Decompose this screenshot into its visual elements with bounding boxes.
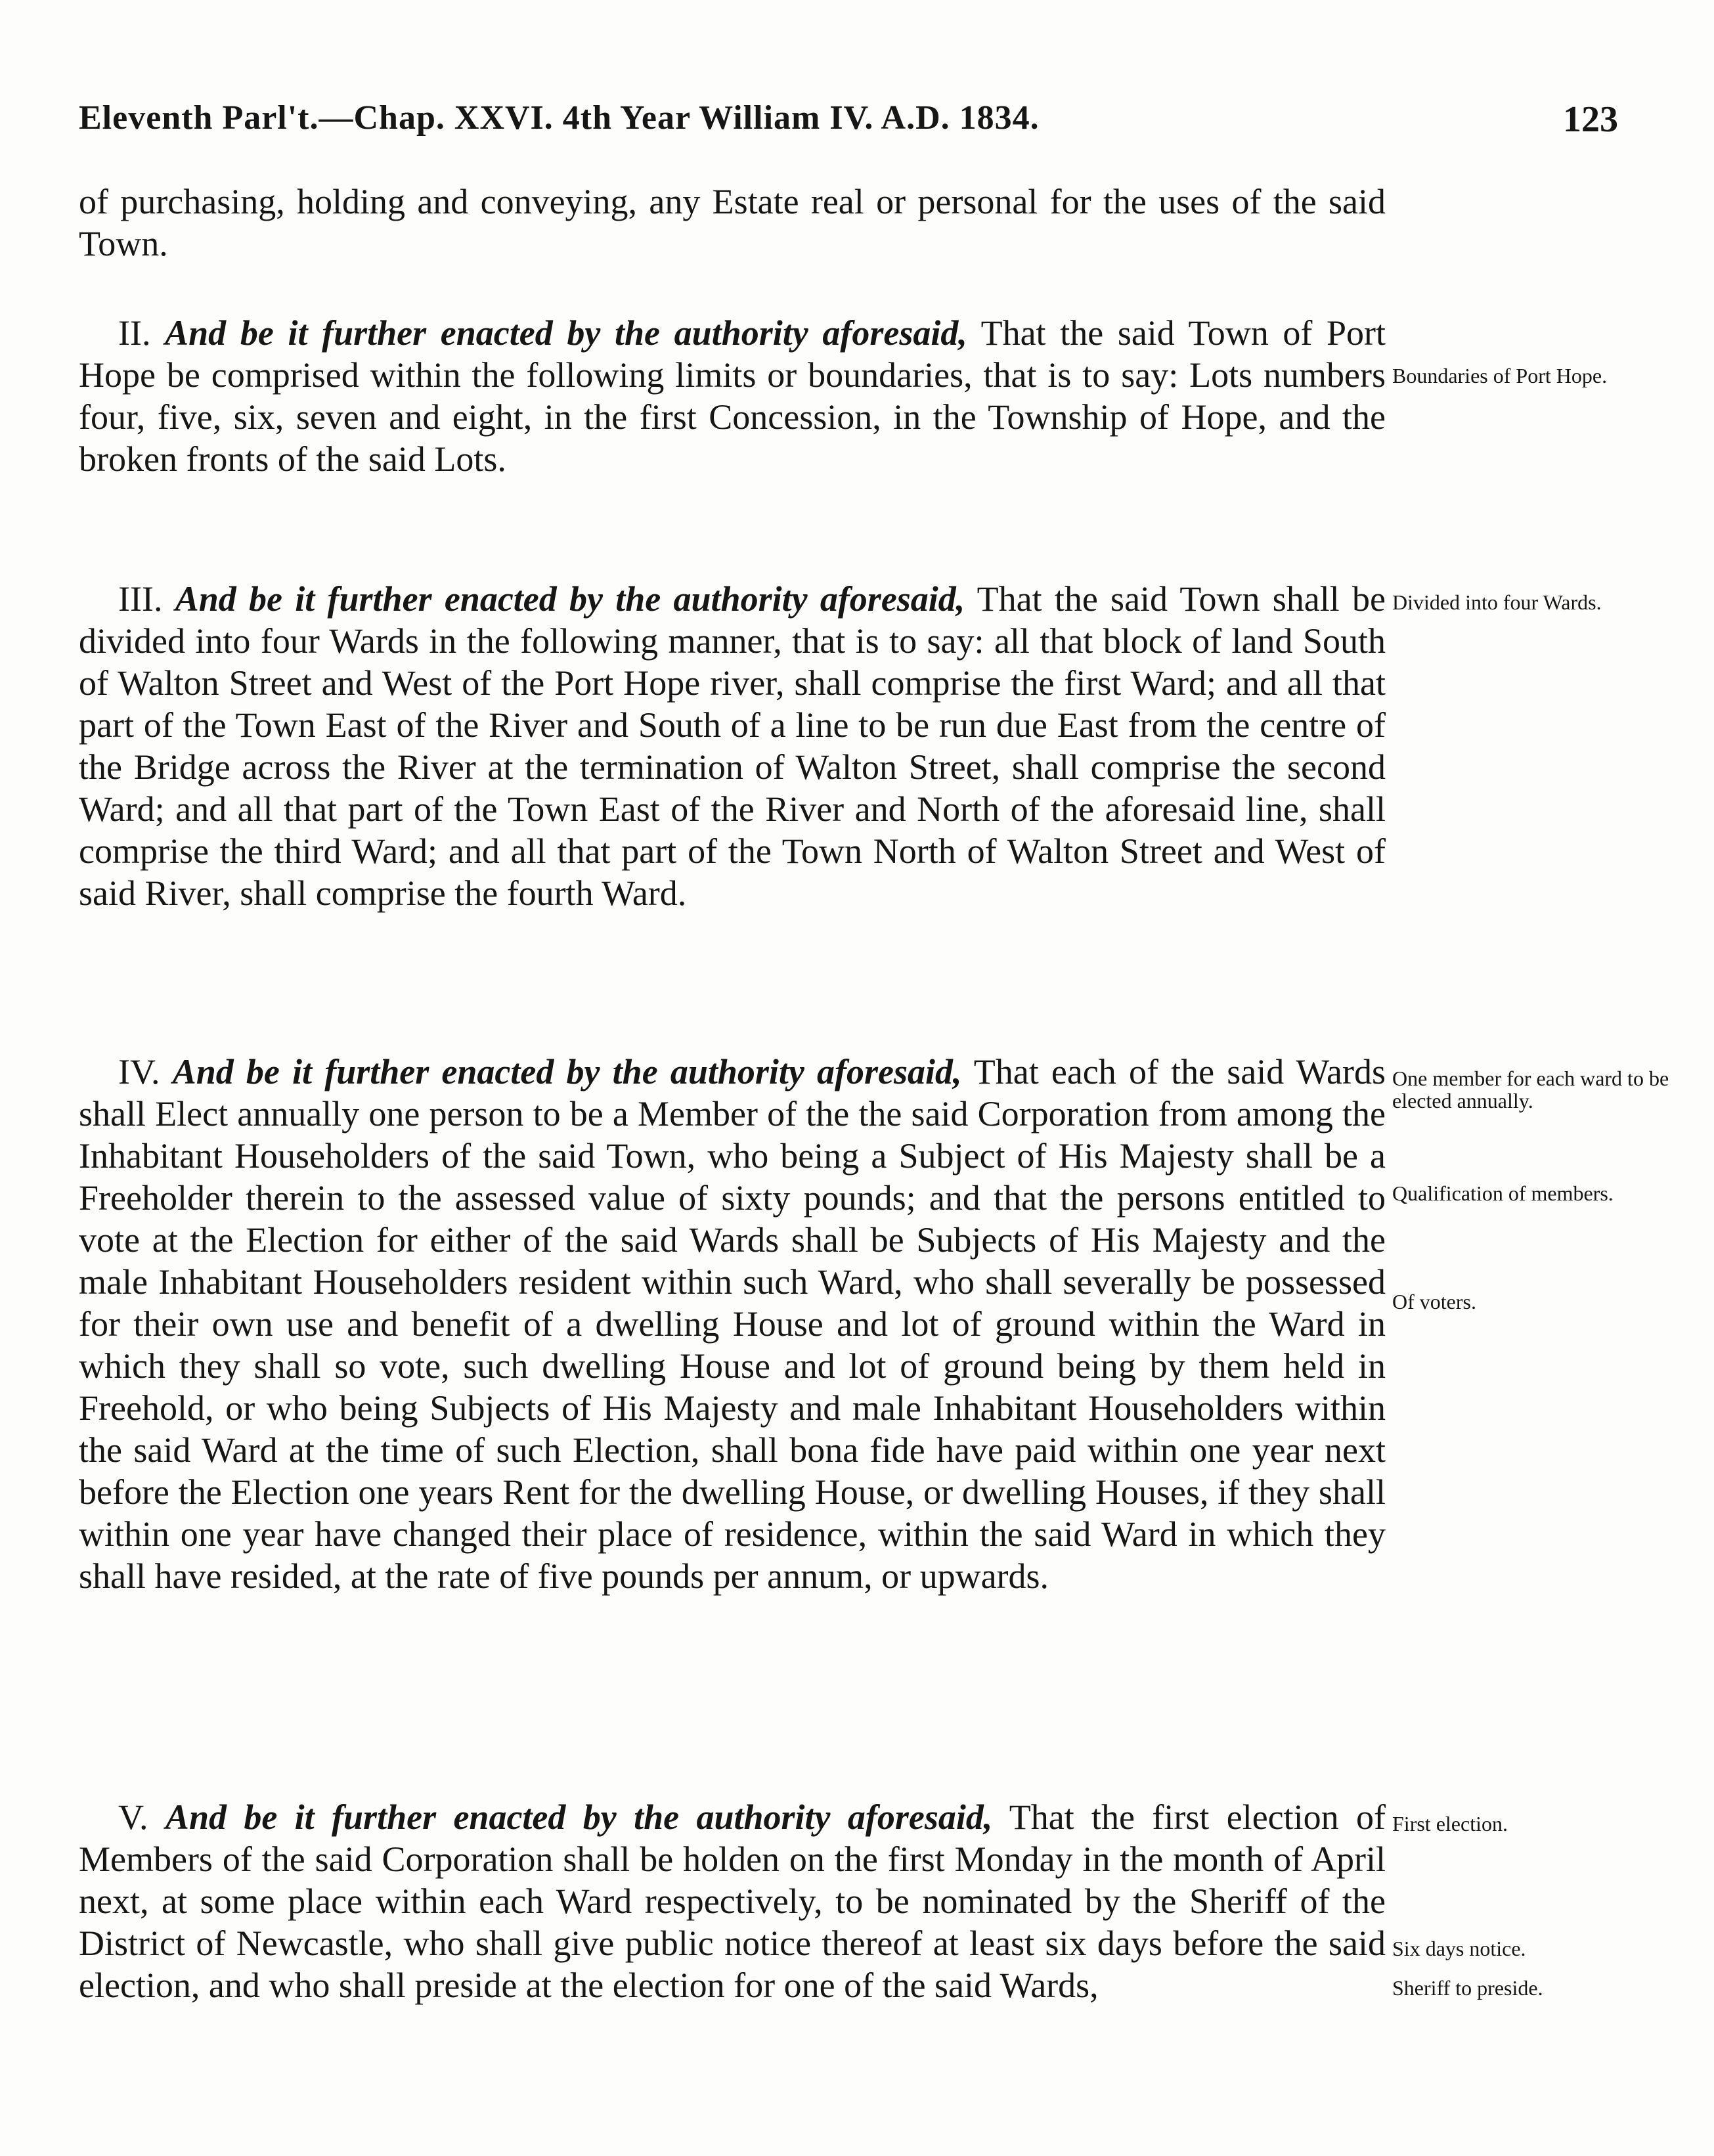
section-text: That the first election of Members of the said Corporation shall be holden on the first Monday in the month of April next, at some place within each Ward respectively, to be nominated by the Sheriff of the District of Newcastle, who shall give public notice thereof at least six days before the said election, and who shall preside at the election for one of the said Wards, <box>79 1797 1386 2005</box>
margin-note: Boundaries of Port Hope. <box>1392 364 1608 387</box>
section-4 <box>79 1051 1386 1597</box>
paragraph-continuation <box>79 181 1386 265</box>
enacting-clause: And be it further enacted by the authority aforesaid, <box>175 579 965 619</box>
margin-note: Six days notice. <box>1392 1937 1526 1960</box>
section-number: II. <box>118 313 151 353</box>
section-2 <box>79 312 1386 480</box>
section-paragraph <box>79 1051 1386 1597</box>
margin-note: First election. <box>1392 1812 1508 1836</box>
paragraph-text: of purchasing, holding and conveying, any Estate real or personal for the uses of the said Town. <box>79 182 1386 263</box>
enacting-clause: And be it further enacted by the authority aforesaid, <box>165 313 967 353</box>
section-text: That the said Town of Port Hope be comprised within the following limits or boundaries, that is to say: Lots numbers four, five, six, seven and eight, in the first Concession, in the Township of Hope, and the broken fronts of the said Lots. <box>79 313 1386 479</box>
section-paragraph <box>79 1796 1386 2006</box>
margin-note: One member for each ward to be elected annually. <box>1392 1067 1669 1112</box>
enacting-clause: And be it further enacted by the authority aforesaid, <box>172 1052 962 1091</box>
section-number: V. <box>118 1797 148 1837</box>
section-paragraph <box>79 312 1386 480</box>
section-paragraph <box>79 578 1386 914</box>
section-text: That each of the said Wards shall Elect annually one person to be a Member of the the said Corporation from among the Inhabitant Householders of the said Town, who being a Subject of His Majesty shall be a Freeholder therein to the assessed value of sixty pounds; and that the persons entitled to vote at the Election for either of the said Wards shall be Subjects of His Majesty and the male Inhabitant Householders resident within such Ward, who shall severally be possessed for their own use and benefit of a dwelling House and lot of ground within the Ward in which they shall so vote, such dwelling House and lot of ground being by them held in Freehold, or who being Subjects of His Majesty and male Inhabitant Householders within the said Ward at the time of such Election, shall bona fide have paid within one year next before the Election one years Rent for the dwelling House, or dwelling Houses, if they shall within one year have changed their place of residence, within the said Ward in which they shall have resided, at the rate of five pounds per annum, or upwards. <box>79 1052 1386 1596</box>
running-title: Eleventh Parl't.—Chap. XXVI. 4th Year William IV. A.D. 1834. <box>79 99 1040 137</box>
section-text: That the said Town shall be divided into four Wards in the following manner, that is to say: all that block of land South of Walton Street and West of the Port Hope river, shall comprise the first Ward; and all that part of the Town East of the River and South of a line to be run due East from the centre of the Bridge across the River at the termination of Walton Street, shall comprise the second Ward; and all that part of the Town East of the River and North of the aforesaid line, shall comprise the third Ward; and all that part of the Town North of Walton Street and West of said River, shall comprise the fourth Ward. <box>79 579 1386 913</box>
margin-note: Of voters. <box>1392 1290 1476 1313</box>
enacting-clause: And be it further enacted by the authority aforesaid, <box>165 1797 993 1837</box>
margin-note: Divided into four Wards. <box>1392 590 1602 614</box>
section-number: IV. <box>118 1052 160 1091</box>
section-3 <box>79 578 1386 914</box>
margin-note: Sheriff to preside. <box>1392 1976 1543 2000</box>
page-number: 123 <box>1563 99 1618 140</box>
margin-note: Qualification of members. <box>1392 1181 1614 1205</box>
running-header <box>79 99 1425 158</box>
section-5 <box>79 1796 1386 2006</box>
section-number: III. <box>118 579 163 619</box>
